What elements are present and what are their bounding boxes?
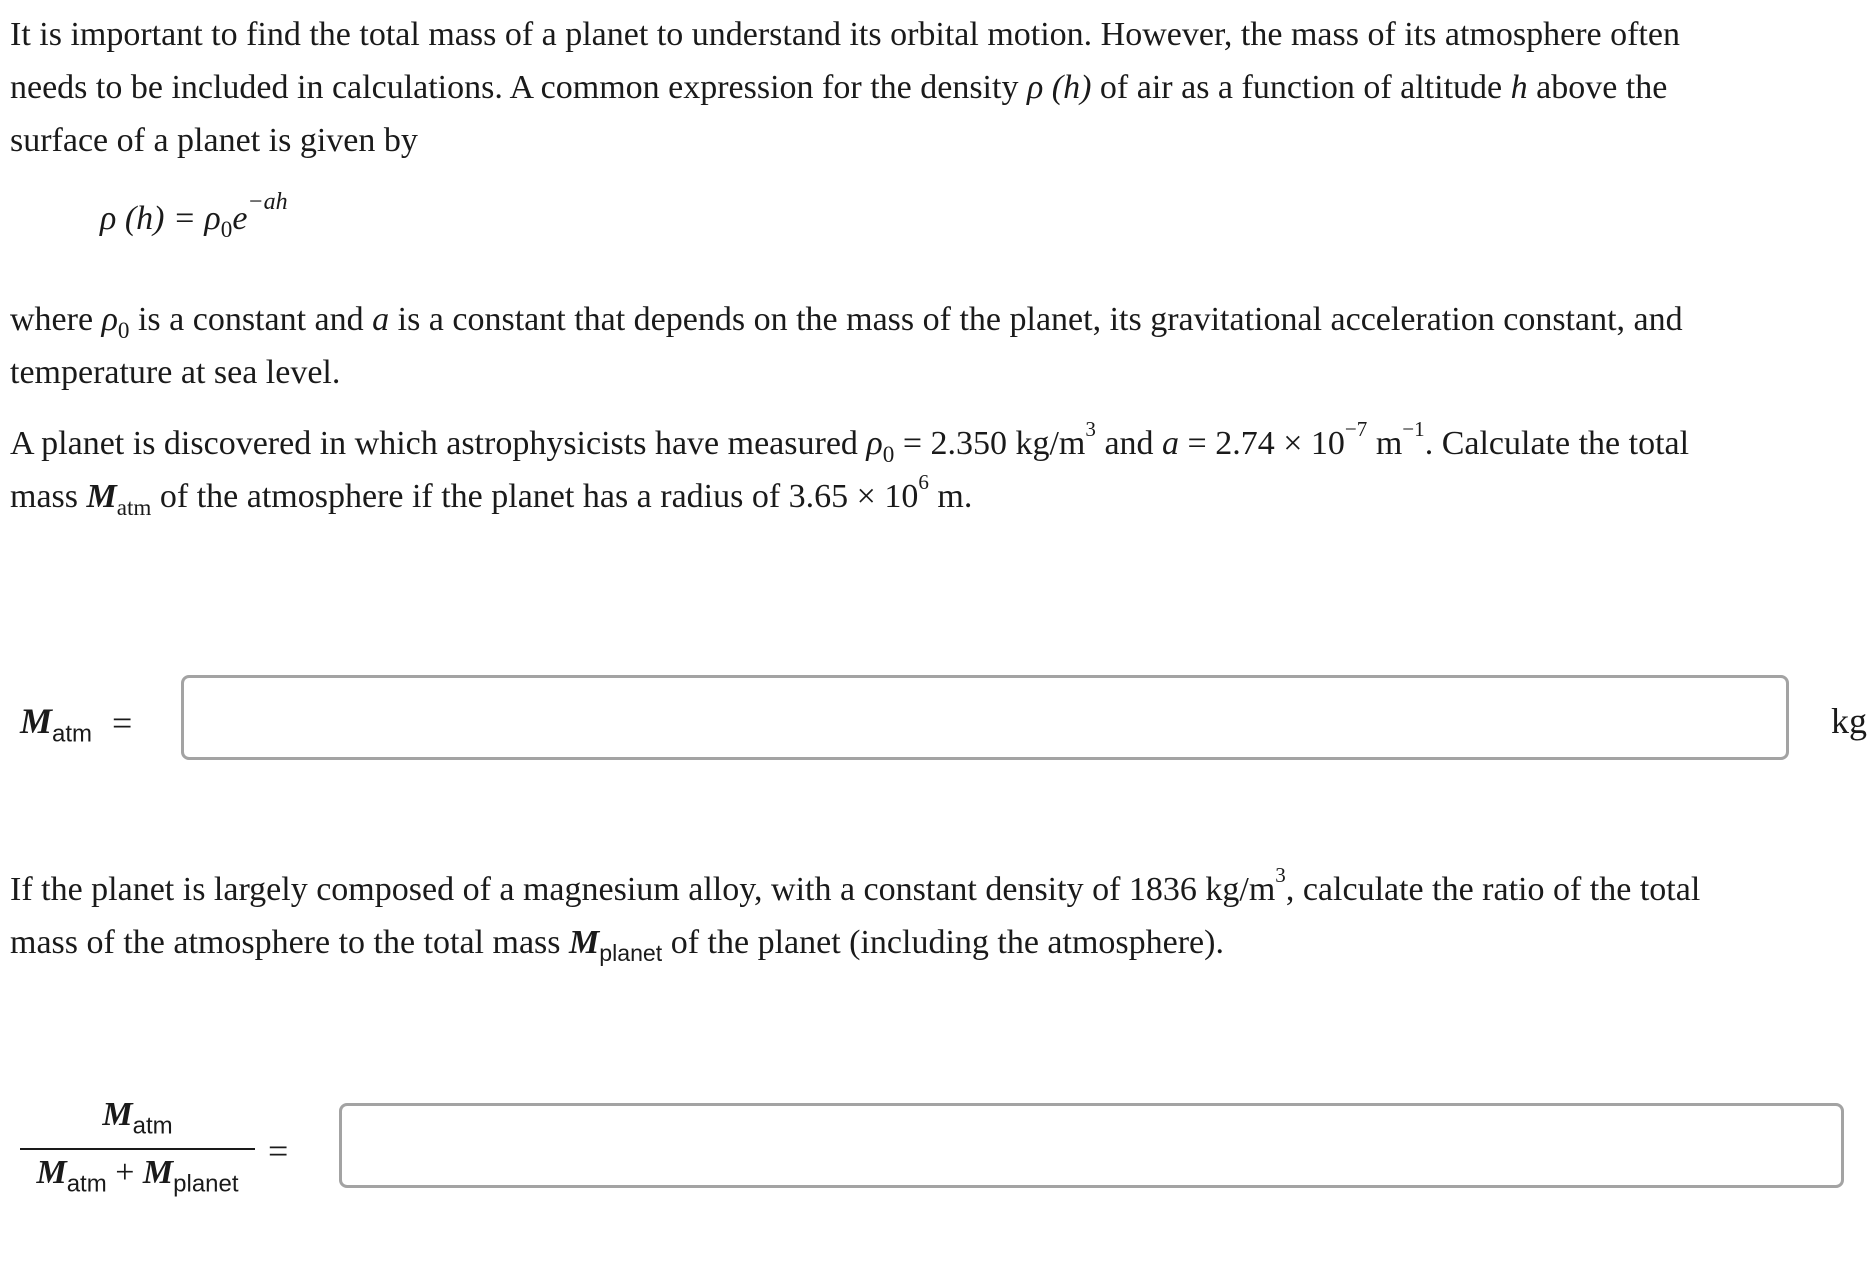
given-paragraph <box>10 417 1689 523</box>
matm-answer-input[interactable] <box>181 675 1789 760</box>
matm-label: $M_{atm}$ <box>20 701 93 748</box>
given-line-1: A planet is discovered in which astrophysicists have measured $\rho_0 = 2.350$ $kg/m^3$ and $a = 2.74 \times 10^{-7}$ $m^{-1}$. Calculate the total <box>10 417 1690 469</box>
matm-equals-sign: = <box>112 703 133 743</box>
where-line-1: where $\rho_0$ is a constant and a is a constant that depends on the mass of the planet, its gravitational acceleration constant, and <box>10 301 1683 345</box>
intro-line-1: It is important to find the total mass of a planet to understand its orbital motion. However, the mass of its atmosphere often <box>10 16 1680 53</box>
intro-line-2: needs to be included in calculations. A common expression for the density ρ (h) of air as a function of altitude h above the <box>10 69 1668 106</box>
intro-paragraph <box>10 8 1680 167</box>
given-line-2: mass $M_{atm}$ of the atmosphere if the planet has a radius of $3.65 \times 10^6$ m. <box>10 470 973 522</box>
where-line-2: temperature at sea level. <box>10 354 341 391</box>
fraction-bar <box>20 1148 255 1150</box>
part2-line-2: mass of the atmosphere to the total mass $M_{planet}$ of the planet (including the atmosphere). <box>10 924 1224 967</box>
part2-line-1: If the planet is largely composed of a magnesium alloy, with a constant density of 1836 $kg/m^3$, calculate the ratio of the total <box>10 863 1701 908</box>
fraction-denominator: $M_{atm} + M_{planet}$ <box>36 1154 239 1198</box>
fraction-numerator: $M_{atm}$ <box>102 1096 173 1140</box>
ratio-answer-input[interactable] <box>339 1103 1844 1188</box>
density-formula: ρ $(h) = \rho_0e^{-ah}$ <box>100 189 288 244</box>
intro-line-3: surface of a planet is given by <box>10 122 418 159</box>
kg-unit-label: kg <box>1831 701 1867 741</box>
mass-ratio-fraction <box>20 1096 255 1198</box>
where-paragraph <box>10 293 1683 399</box>
ratio-equals-sign: = <box>268 1131 289 1171</box>
part2-paragraph <box>10 863 1700 969</box>
